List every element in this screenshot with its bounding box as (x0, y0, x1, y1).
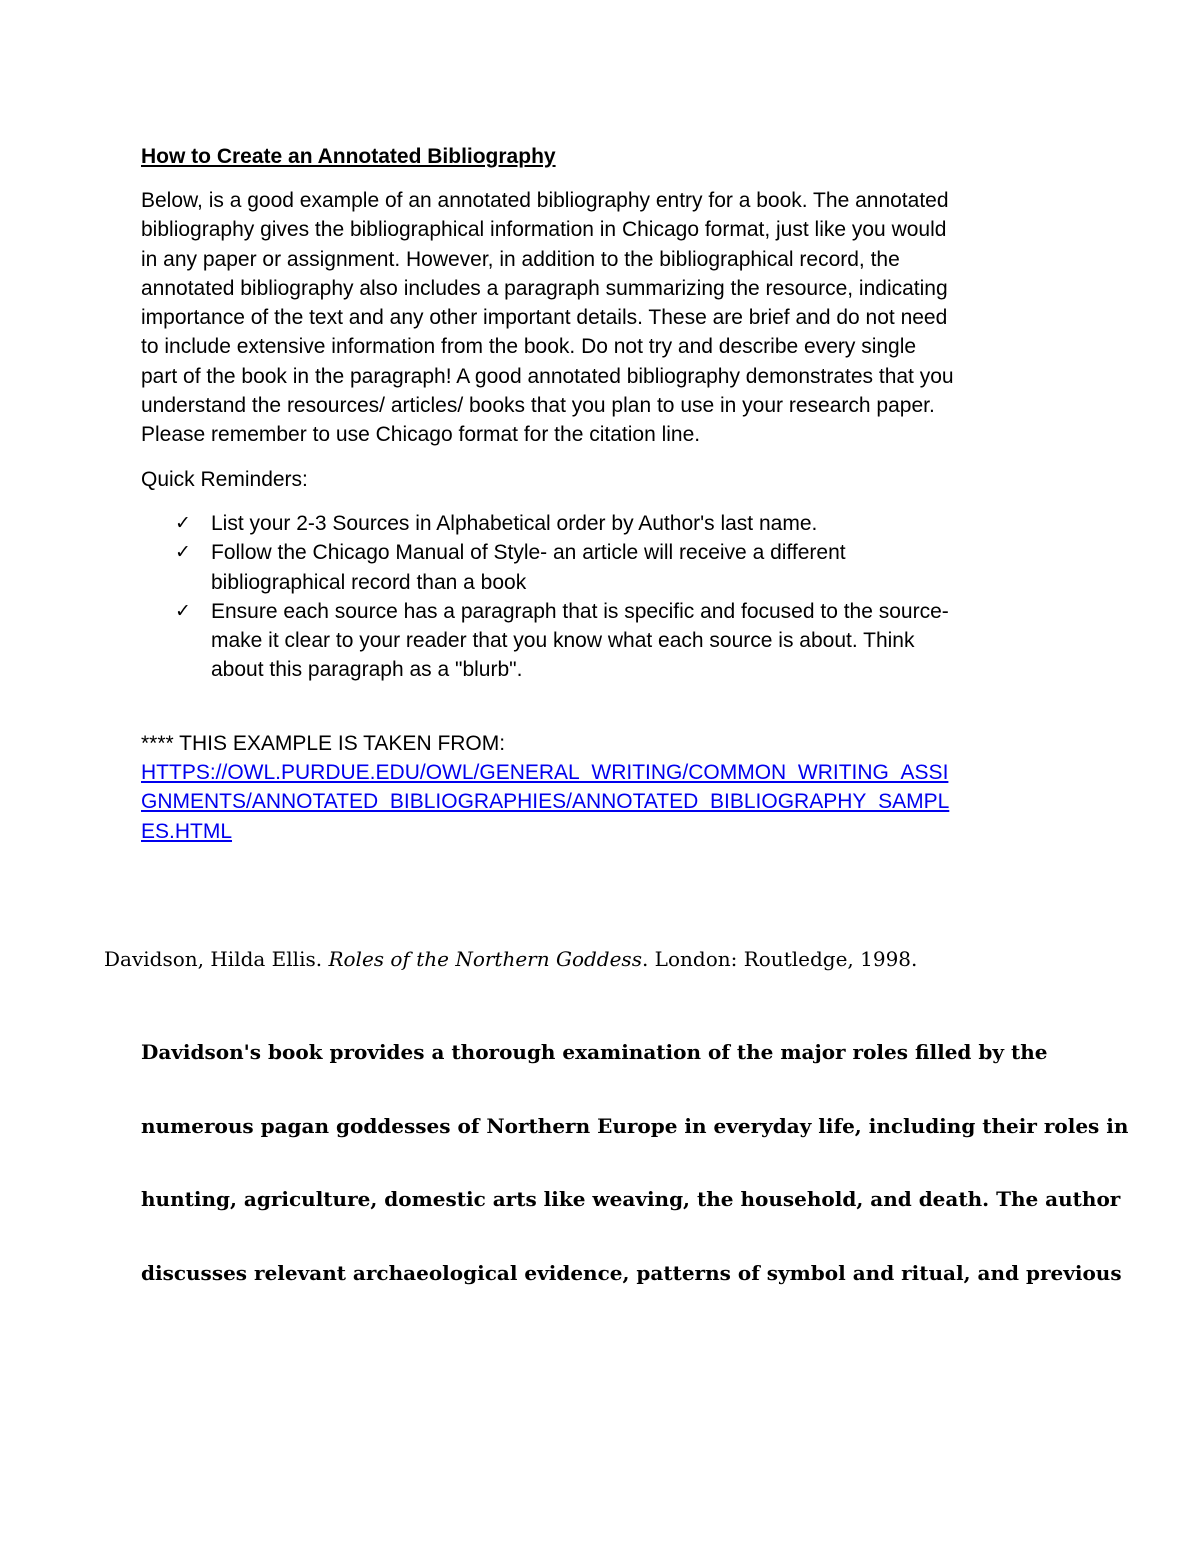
checkmark-icon: ✓ (175, 541, 191, 564)
reminder-line: about this paragraph as a "blurb". (211, 658, 523, 682)
citation-book-title: Roles of the Northern Goddess (328, 947, 642, 971)
annotation-line: hunting, agriculture, domestic arts like weaving, the household, and death. The author (141, 1187, 1121, 1211)
source-note: **** THIS EXAMPLE IS TAKEN FROM: (141, 731, 506, 755)
reminder-line: List your 2-3 Sources in Alphabetical order by Author's last name. (211, 511, 818, 535)
reminder-line: Follow the Chicago Manual of Style- an article will receive a different (211, 541, 846, 565)
intro-line: to include extensive information from the book. Do not try and describe every single (141, 335, 917, 359)
bibliography-entry (104, 944, 1129, 1310)
source-link-line[interactable]: HTTPS://OWL.PURDUE.EDU/OWL/GENERAL_WRITING/COMMON_WRITING_ASSI (141, 761, 949, 785)
intro-line: understand the resources/ articles/ books that you plan to use in your research paper. (141, 394, 935, 418)
checkmark-icon: ✓ (175, 511, 191, 534)
annotation-line: Davidson's book provides a thorough examination of the major roles filled by the (141, 1040, 1048, 1064)
intro-line: Please remember to use Chicago format for the citation line. (141, 423, 701, 447)
intro-paragraph (141, 186, 1071, 450)
citation-line (104, 944, 1084, 974)
intro-line: Below, is a good example of an annotated bibliography entry for a book. The annotated (141, 189, 949, 212)
citation-publisher: . London: Routledge, 1998. (641, 947, 918, 971)
source-link[interactable] (141, 758, 1071, 846)
intro-line: in any paper or assignment. However, in addition to the bibliographical record, the (141, 247, 900, 271)
source-link-line[interactable]: GNMENTS/ANNOTATED_BIBLIOGRAPHIES/ANNOTATED_BIBLIOGRAPHY_SAMPL (141, 790, 950, 814)
checkmark-icon: ✓ (175, 599, 191, 622)
list-item (141, 538, 1071, 597)
annotation-paragraph (141, 1016, 1129, 1310)
reminders-heading: Quick Reminders: (141, 467, 308, 491)
reminders-list (175, 509, 1071, 685)
intro-line: bibliography gives the bibliographical information in Chicago format, just like you would (141, 218, 947, 242)
intro-line: annotated bibliography also includes a paragraph summarizing the resource, indicating (141, 276, 948, 300)
annotation-line: discusses relevant archaeological evidence, patterns of symbol and ritual, and previous (141, 1260, 1122, 1285)
intro-line: importance of the text and any other important details. These are brief and do not need (141, 306, 948, 330)
annotation-line: numerous pagan goddesses of Northern Europe in everyday life, including their roles in (141, 1113, 1129, 1138)
citation-author: Davidson, Hilda Ellis. (104, 947, 329, 971)
reminder-line: Ensure each source has a paragraph that is specific and focused to the source- (211, 599, 949, 623)
list-item (141, 597, 1071, 685)
reminder-line: bibliographical record than a book (211, 570, 527, 594)
reminder-line: make it clear to your reader that you know what each source is about. Think (211, 629, 915, 653)
source-link-line[interactable]: ES.HTML (141, 819, 233, 843)
instructions-section (141, 142, 1071, 846)
page-title: How to Create an Annotated Bibliography (141, 145, 556, 168)
intro-line: part of the book in the paragraph! A good annotated bibliography demonstrates that you (141, 364, 954, 388)
list-item (141, 509, 1071, 538)
